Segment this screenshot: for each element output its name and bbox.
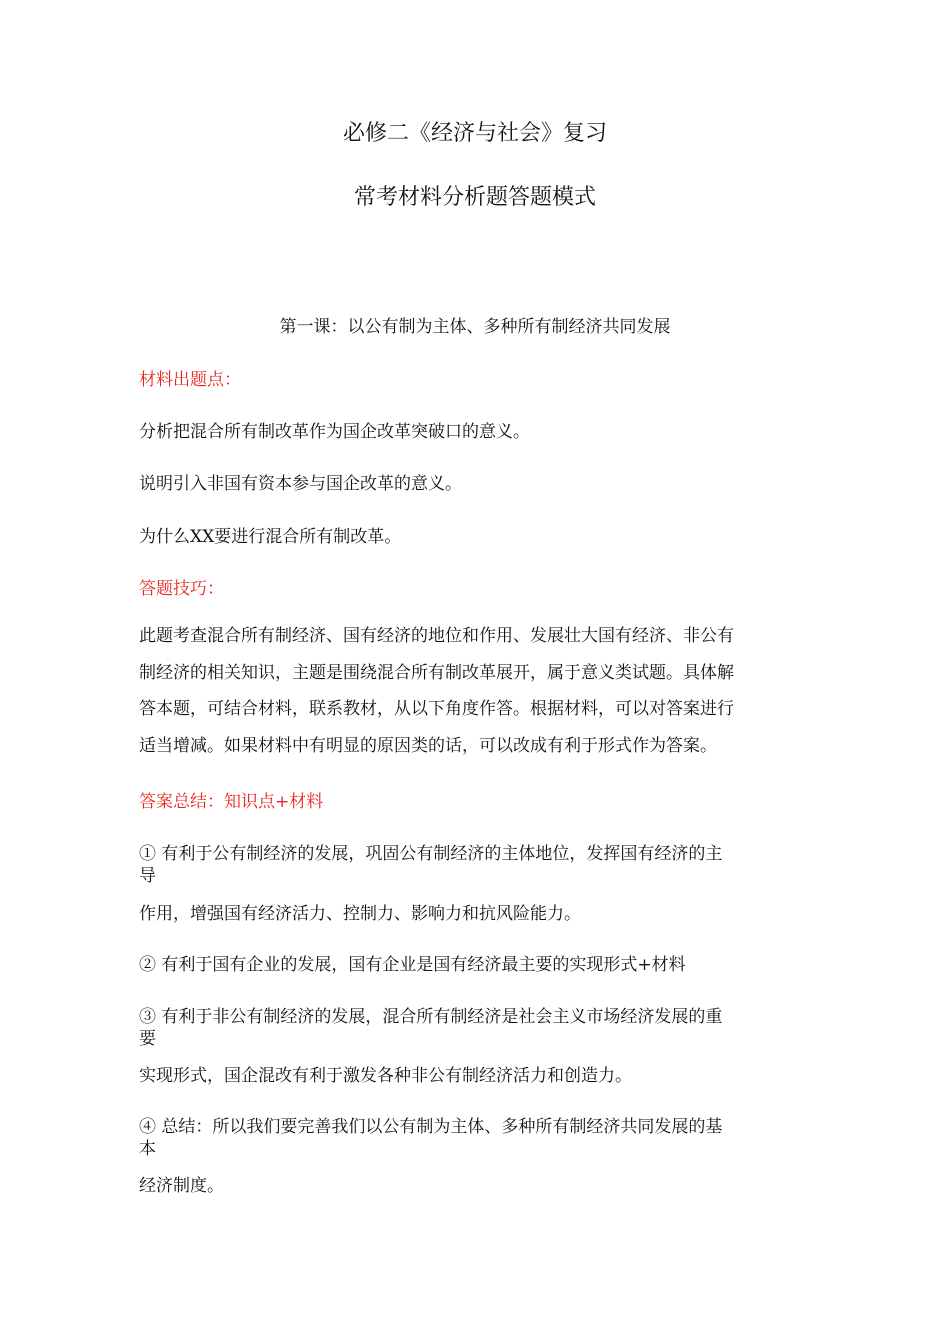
doc-subtitle: 常考材料分析题答题模式 [353,185,596,210]
summary-point-3-wrap: 要 [139,1029,156,1049]
tips-line: 答本题，可结合材料，联系教材，从以下角度作答。根据材料，可以对答案进行 [139,699,734,719]
tips-paragraph [139,618,819,764]
questions-heading: 材料出题点： [139,370,241,390]
summary-point-3: ③ 有利于非公有制经济的发展，混合所有制经济是社会主义市场经济发展的重 [139,1007,723,1027]
question-item: 分析把混合所有制改革作为国企改革突破口的意义。 [139,422,530,442]
summary-point-4-wrap: 本 [139,1139,156,1159]
summary-point-4-cont: 经济制度。 [139,1176,224,1196]
tips-line: 适当增减。如果材料中有明显的原因类的话，可以改成有利于形式作为答案。 [139,735,717,756]
question-item: 说明引入非国有资本参与国企改革的意义。 [139,474,462,494]
lesson-heading: 第一课：以公有制为主体、多种所有制经济共同发展 [279,317,671,337]
summary-point-1: ① 有利于公有制经济的发展，巩固公有制经济的主体地位，发挥国有经济的主 [139,844,723,864]
summary-point-1-cont: 作用，增强国有经济活力、控制力、影响力和抗风险能力。 [139,904,581,924]
tips-line: 此题考查混合所有制经济、国有经济的地位和作用、发展壮大国有经济、非公有 [139,626,734,646]
summary-point-3-cont: 实现形式，国企混改有利于激发各种非公有制经济活力和创造力。 [139,1066,632,1086]
summary-heading: 答案总结：知识点+材料 [139,792,324,812]
summary-point-1-wrap: 导 [139,866,156,886]
tips-line: 制经济的相关知识，主题是围绕混合所有制改革展开，属于意义类试题。具体解 [139,662,734,683]
summary-point-4: ④ 总结：所以我们要完善我们以公有制为主体、多种所有制经济共同发展的基 [139,1117,723,1137]
summary-point-2: ② 有利于国有企业的发展，国有企业是国有经济最主要的实现形式+材料 [139,955,686,975]
question-item: 为什么XX要进行混合所有制改革。 [139,527,402,547]
tips-heading: 答题技巧： [139,579,224,599]
doc-title: 必修二《经济与社会》复习 [342,121,607,146]
